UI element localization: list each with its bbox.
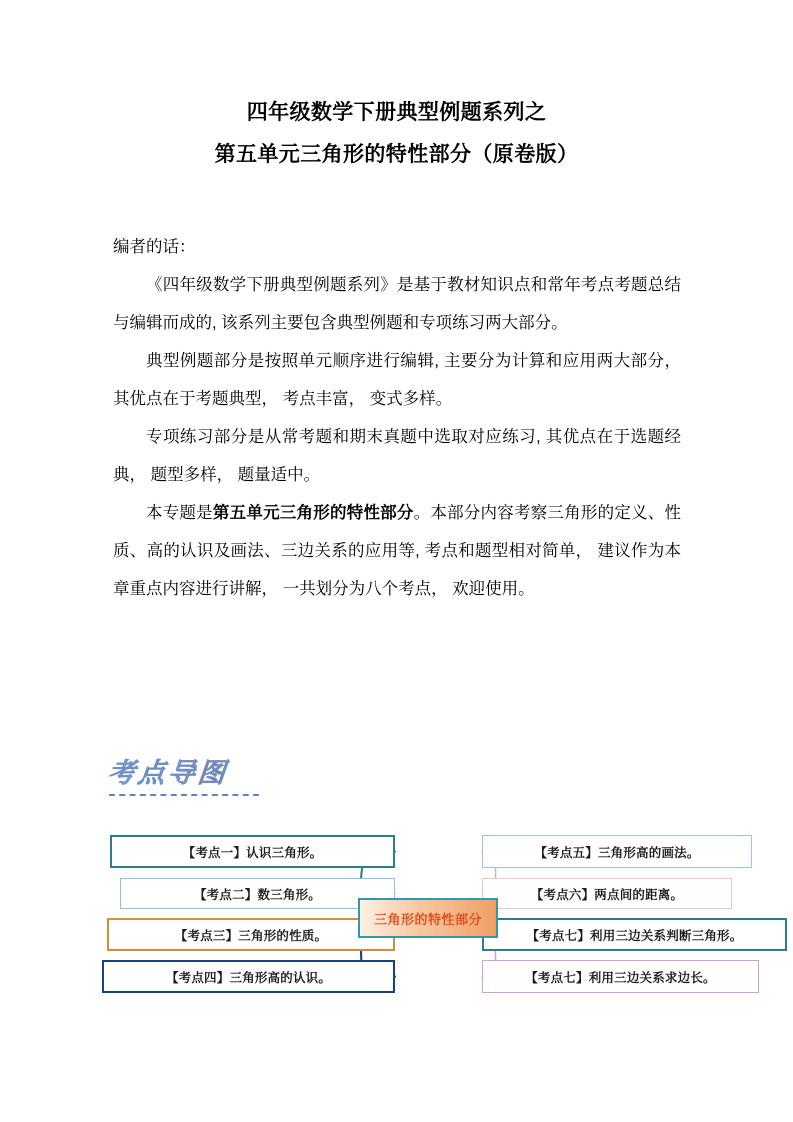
mindmap-node-right-1[interactable] — [482, 835, 752, 868]
mindmap-diagram — [110, 805, 750, 1000]
mindmap-node-right-1-label: 【考点五】三角形高的画法。 — [534, 845, 700, 860]
page-title — [0, 92, 793, 176]
mindmap-center-node[interactable] — [358, 898, 498, 938]
mindmap-node-left-1[interactable] — [110, 835, 395, 868]
mindmap-node-right-4[interactable] — [482, 960, 759, 993]
mindmap-node-left-3-label: 【考点三】三角形的性质。 — [174, 928, 328, 943]
mindmap-node-right-3-label: 【考点七】利用三边关系判断三角形。 — [526, 928, 743, 943]
mindmap-node-right-3[interactable] — [482, 918, 787, 951]
preface-body — [113, 228, 681, 608]
mindmap-node-left-2[interactable] — [120, 878, 395, 909]
mindmap-node-left-1-label: 【考点一】认识三角形。 — [182, 845, 323, 860]
section-heading-underline — [109, 794, 259, 796]
preface-paragraph-2: 典型例题部分是按照单元顺序进行编辑, 主要分为计算和应用两大部分， 其优点在于考题典型， 考点丰富， 变式多样。 — [113, 352, 681, 408]
mindmap-center-node-label: 三角形的特性部分 — [373, 911, 482, 927]
final-paragraph-suffix: 。本部分内容考察三角形的定义、性质、高的认识及画法、三边关系的应用等, 考点和题型相对简单， 建议作为本章重点内容进行讲解， 一共划分为八个考点， 欢迎使用。 — [113, 504, 682, 598]
mindmap-node-right-2-label: 【考点六】两点间的距离。 — [530, 887, 684, 902]
mindmap-node-left-4-label: 【考点四】三角形高的认识。 — [165, 970, 332, 985]
page-title-line-1: 四年级数学下册典型例题系列之 — [246, 101, 547, 124]
mindmap-node-left-4[interactable] — [102, 960, 395, 993]
preface-paragraph-4 — [113, 494, 681, 608]
final-paragraph-emphasis: 第五单元三角形的特性部分 — [212, 504, 414, 522]
mindmap-node-right-2[interactable] — [482, 878, 732, 909]
section-heading-key-points-map — [108, 756, 308, 802]
preface-label: 编者的话： — [113, 238, 196, 256]
section-heading-text: 考点导图 — [106, 758, 230, 788]
final-paragraph-prefix: 本专题是 — [146, 504, 213, 522]
mindmap-node-left-3[interactable] — [107, 918, 395, 951]
mindmap-node-left-2-label: 【考点二】数三角形。 — [193, 887, 321, 902]
page-title-line-2: 第五单元三角形的特性部分（原卷版） — [214, 143, 579, 166]
preface-paragraph-1: 《四年级数学下册典型例题系列》是基于教材知识点和常年考点考题总结与编辑而成的, 该系列主要包含典型例题和专项练习两大部分。 — [113, 276, 681, 332]
mindmap-node-right-4-label: 【考点七】利用三边关系求边长。 — [525, 970, 716, 985]
preface-paragraph-3: 专项练习部分是从常考题和期末真题中选取对应练习, 其优点在于选题经典， 题型多样， 题量适中。 — [113, 428, 681, 484]
